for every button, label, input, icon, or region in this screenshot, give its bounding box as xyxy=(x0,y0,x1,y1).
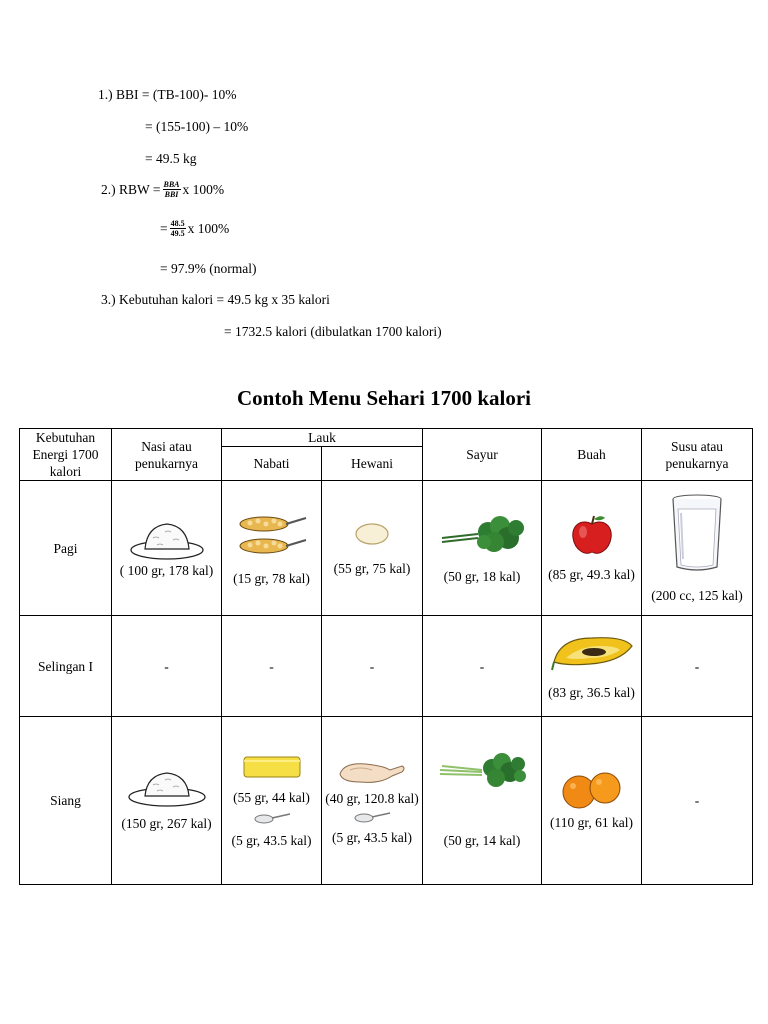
amount-siang-nasi: (150 gr, 267 kal) xyxy=(121,816,212,831)
amount-siang-nabati-1: (55 gr, 44 kal) xyxy=(233,789,310,805)
cell-pagi-buah xyxy=(542,481,642,616)
cell-pagi-susu xyxy=(642,481,753,616)
cell-pagi-nasi xyxy=(112,481,222,616)
row-label-pagi: Pagi xyxy=(20,481,112,616)
cell-siang-nabati xyxy=(222,717,322,885)
cell-selingan-sayur: - xyxy=(423,616,542,717)
rbw-substitution xyxy=(160,219,229,238)
cell-selingan-buah xyxy=(542,616,642,717)
table-row xyxy=(20,717,753,885)
rice-plate-icon xyxy=(127,518,207,562)
header-lauk: Lauk xyxy=(222,429,423,447)
rbw-sub-numerator: 48.5 xyxy=(170,219,185,228)
tempeh-icon xyxy=(236,510,308,560)
papaya-icon xyxy=(550,632,634,672)
amount-siang-sayur: (50 gr, 14 kal) xyxy=(443,833,521,848)
amount-siang-nabati-2: (5 gr, 43.5 kal) xyxy=(231,832,312,848)
rbw-formula xyxy=(101,180,224,199)
calorie-formula: 3.) Kebutuhan kalori = 49.5 kg x 35 kalori xyxy=(101,292,330,307)
apple-icon xyxy=(567,514,617,558)
cell-siang-hewani xyxy=(322,717,423,885)
header-hewani: Hewani xyxy=(322,447,423,481)
menu-title: Contoh Menu Sehari 1700 kalori xyxy=(236,386,532,410)
rbw-denominator: BBI xyxy=(164,190,179,199)
rbw-result: = 97.9% (normal) xyxy=(160,261,257,276)
chicken-leg-icon xyxy=(336,756,408,786)
bbi-formula: 1.) BBI = (TB-100)- 10% xyxy=(98,87,237,102)
bbi-substitution: = (155-100) – 10% xyxy=(145,119,249,134)
oil-spoon-icon xyxy=(352,809,392,825)
rbw-sub-prefix: = xyxy=(160,220,168,236)
amount-selingan-buah: (83 gr, 36.5 kal) xyxy=(548,684,635,700)
header-nabati: Nabati xyxy=(222,447,322,481)
amount-pagi-sayur: (50 gr, 18 kal) xyxy=(443,568,521,584)
rice-plate-icon xyxy=(125,769,209,809)
milk-glass-icon xyxy=(669,493,725,573)
table-row xyxy=(20,616,753,717)
amount-siang-hewani-1: (40 gr, 120.8 kal) xyxy=(325,790,419,806)
cell-selingan-susu: - xyxy=(642,616,753,717)
header-nasi: Nasi atau penukarnya xyxy=(112,429,222,481)
cell-pagi-nabati xyxy=(222,481,322,616)
amount-siang-buah: (110 gr, 61 kal) xyxy=(550,815,633,830)
header-buah: Buah xyxy=(542,429,642,481)
row-label-selingan: Selingan I xyxy=(20,616,112,717)
header-susu: Susu atau penukarnya xyxy=(642,429,753,481)
cell-selingan-nasi: - xyxy=(112,616,222,717)
amount-pagi-buah: (85 gr, 49.3 kal) xyxy=(548,566,635,582)
cell-selingan-hewani: - xyxy=(322,616,423,717)
calorie-result: = 1732.5 kalori (dibulatkan 1700 kalori) xyxy=(224,324,442,339)
amount-pagi-nabati: (15 gr, 78 kal) xyxy=(233,570,310,586)
amount-siang-hewani-2: (5 gr, 43.5 kal) xyxy=(331,829,413,845)
cell-siang-buah xyxy=(542,717,642,885)
cell-selingan-nabati: - xyxy=(222,616,322,717)
cell-pagi-sayur xyxy=(423,481,542,616)
oil-spoon-icon xyxy=(252,810,292,826)
table-row xyxy=(20,481,753,616)
rbw-suffix: x 100% xyxy=(182,181,225,197)
rbw-numerator: BBA xyxy=(163,180,180,189)
amount-pagi-susu: (200 cc, 125 kal) xyxy=(651,587,743,603)
bbi-result: = 49.5 kg xyxy=(145,151,197,166)
rbw-fraction xyxy=(163,180,181,199)
cell-pagi-hewani xyxy=(322,481,423,616)
amount-pagi-hewani: (55 gr, 75 kal) xyxy=(333,560,411,576)
header-kebutuhan: Kebutuhan Energi 1700 kalori xyxy=(20,429,112,481)
cell-siang-sayur xyxy=(423,717,542,885)
spinach-icon xyxy=(438,512,526,558)
egg-icon xyxy=(352,520,392,548)
row-label-siang: Siang xyxy=(20,717,112,885)
menu-table xyxy=(19,428,753,885)
cell-siang-nasi xyxy=(112,717,222,885)
amount-pagi-nasi: ( 100 gr, 178 kal) xyxy=(119,562,214,578)
rbw-sub-denominator: 49.5 xyxy=(170,229,185,238)
orange-icon xyxy=(557,770,627,810)
header-row xyxy=(20,429,753,447)
rbw-prefix: 2.) RBW = xyxy=(101,181,161,197)
rbw-sub-suffix: x 100% xyxy=(187,220,230,236)
header-sayur: Sayur xyxy=(423,429,542,481)
tofu-icon xyxy=(240,753,304,781)
rbw-sub-fraction xyxy=(170,219,186,238)
cell-siang-susu: - xyxy=(642,717,753,885)
vegetable-bunch-icon xyxy=(436,752,528,792)
